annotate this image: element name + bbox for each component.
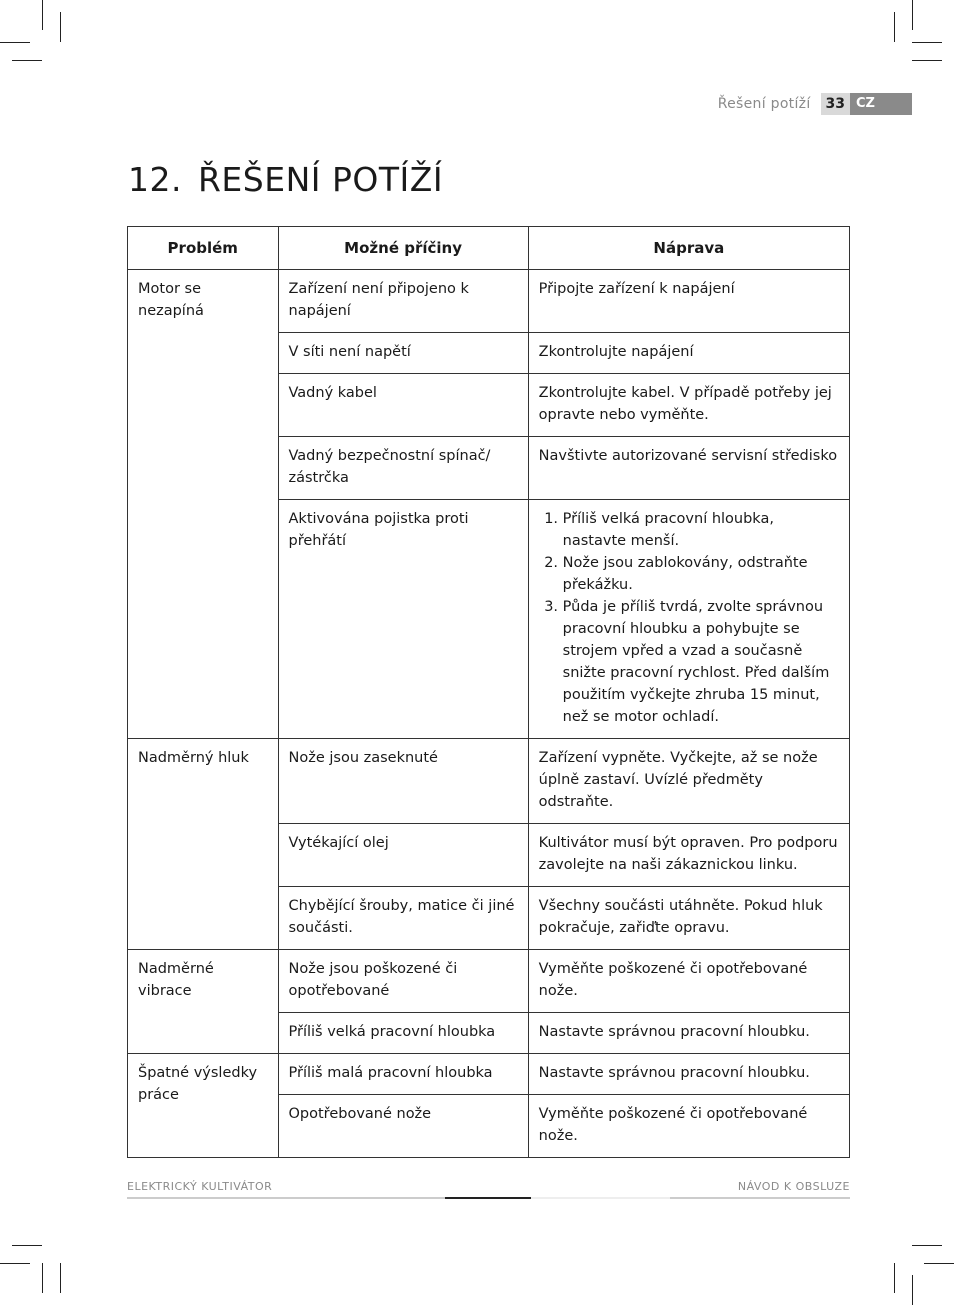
footer-rule-right [670,1197,850,1199]
remedy-cell: Zkontrolujte napájení [528,333,849,374]
crop-mark [60,12,61,42]
table-row [128,1054,850,1095]
remedy-steps-list [539,508,839,728]
header-causes: Možné příčiny [278,227,528,270]
cause-cell: Vytékající olej [278,824,528,887]
language-badge: CZ [850,93,912,115]
remedy-step: 1. Příliš velká pracovní hloubka, nastavte menší. [563,508,839,552]
cause-cell: Příliš malá pracovní hloubka [278,1054,528,1095]
crop-mark [912,60,942,61]
remedy-step: 3. Půda je příliš tvrdá, zvolte správnou pracovní hloubku a pohybujte se strojem vpřed a vzad a současně snižte pracovní rychlost. Před dalším použitím vyčkejte zhruba 15 minut, než se motor ochladí. [563,596,839,728]
crop-mark [912,1245,942,1246]
crop-mark [12,60,42,61]
table-row [128,270,850,333]
footer-rule-dark [445,1197,531,1199]
problem-cell: Nadměrný hluk [128,739,279,950]
cause-cell: Chybějící šrouby, matice či jiné součásti. [278,887,528,950]
remedy-cell [528,500,849,739]
remedy-cell: Zařízení vypněte. Vyčkejte, až se nože úplně zastaví. Uvízlé předměty odstraňte. [528,739,849,824]
footer-rule-mid [531,1197,670,1199]
crop-mark [42,0,43,30]
cause-cell: Aktivována pojistka proti přehřátí [278,500,528,739]
table-row [128,950,850,1013]
remedy-cell: Zkontrolujte kabel. V případě potřeby jej opravte nebo vyměňte. [528,374,849,437]
chapter-number: 12. [128,160,182,199]
footer-product-name: ELEKTRICKÝ KULTIVÁTOR [127,1180,273,1193]
header-remedy: Náprava [528,227,849,270]
crop-mark [0,42,30,43]
crop-mark [42,1263,43,1293]
remedy-cell: Nastavte správnou pracovní hloubku. [528,1013,849,1054]
crop-mark [912,0,913,30]
chapter-title: ŘEŠENÍ POTÍŽÍ [198,160,444,199]
table-header-row [128,227,850,270]
remedy-cell: Vyměňte poškozené či opotřebované nože. [528,1095,849,1158]
table-row [128,739,850,824]
problem-cell: Nadměrné vibrace [128,950,279,1054]
crop-mark [894,1263,895,1293]
remedy-cell: Kultivátor musí být opraven. Pro podporu zavolejte na naši zákaznickou linku. [528,824,849,887]
crop-mark [12,1245,42,1246]
crop-mark [912,42,942,43]
header-section-title: Řešení potíží [717,96,811,112]
cause-cell: Příliš velká pracovní hloubka [278,1013,528,1054]
remedy-cell: Vyměňte poškozené či opotřebované nože. [528,950,849,1013]
crop-mark [924,1263,954,1264]
cause-cell: Nože jsou zaseknuté [278,739,528,824]
cause-cell: Nože jsou poškozené či opotřebované [278,950,528,1013]
running-header [718,93,912,115]
footer-rule-left [127,1197,445,1199]
cause-cell: Zařízení není připojeno k napájení [278,270,528,333]
cause-cell: Vadný bezpečnostní spínač/ zástrčka [278,437,528,500]
crop-mark [912,1275,913,1305]
remedy-step: 2. Nože jsou zablokovány, odstraňte překážku. [563,552,839,596]
crop-mark [60,1263,61,1293]
header-problem: Problém [128,227,279,270]
cause-cell: Vadný kabel [278,374,528,437]
remedy-cell: Navštivte autorizované servisní středisko [528,437,849,500]
remedy-cell: Nastavte správnou pracovní hloubku. [528,1054,849,1095]
crop-mark [0,1263,30,1264]
remedy-cell: Připojte zařízení k napájení [528,270,849,333]
footer-manual-label: NÁVOD K OBSLUZE [737,1180,850,1193]
cause-cell: V síti není napětí [278,333,528,374]
problem-cell: Motor se nezapíná [128,270,279,739]
page-number: 33 [821,93,850,115]
problem-cell: Špatné výsledky práce [128,1054,279,1158]
troubleshooting-table [127,226,850,1158]
page-title [128,160,443,199]
crop-mark [894,12,895,42]
remedy-cell: Všechny součásti utáhněte. Pokud hluk pokračuje, zařiďte opravu. [528,887,849,950]
cause-cell: Opotřebované nože [278,1095,528,1158]
